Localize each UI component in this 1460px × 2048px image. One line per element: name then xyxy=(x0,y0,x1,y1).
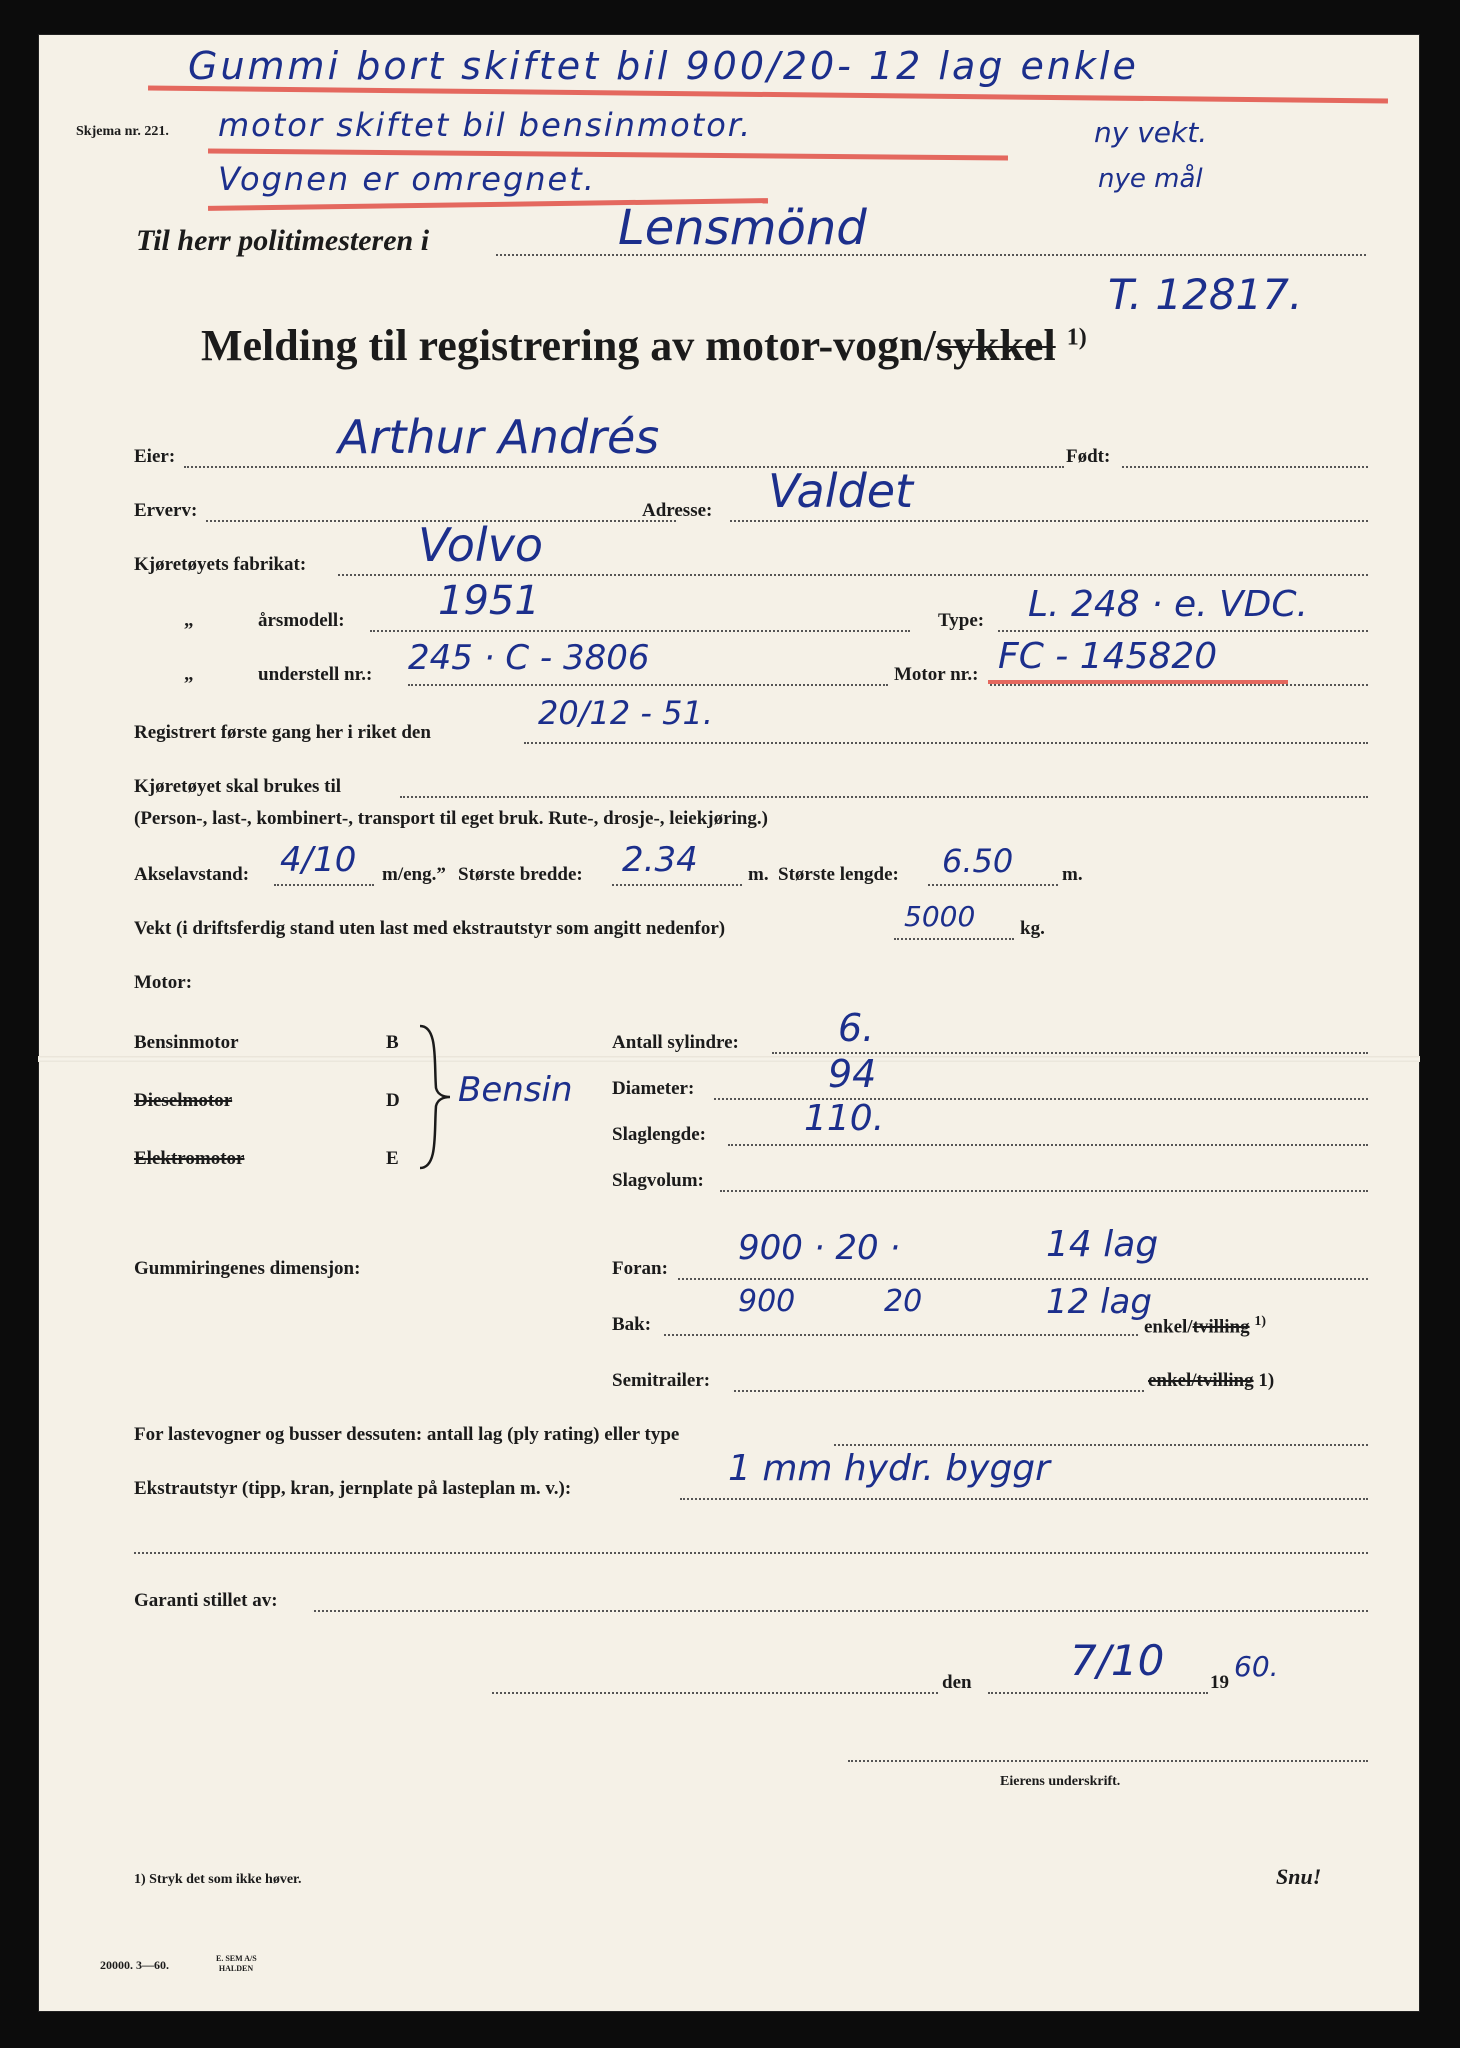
arsmodell-value[interactable]: 1951 xyxy=(438,578,540,624)
annotation-line-2: motor skiftet bil bensinmotor. xyxy=(218,106,753,144)
garanti-line xyxy=(314,1610,1368,1612)
lastevogner-line xyxy=(834,1444,1368,1446)
garanti-label: Garanti stillet av: xyxy=(134,1590,278,1611)
gummi-label: Gummiringenes dimensjon: xyxy=(134,1258,361,1279)
motor-nr-value[interactable]: FC - 145820 xyxy=(998,636,1218,677)
slagvolum-line xyxy=(720,1190,1368,1192)
annotation-line-1: Gummi bort skiftet bil 900/20- 12 lag enkle xyxy=(188,44,1139,88)
signature-label: Eierens underskrift. xyxy=(1000,1774,1121,1789)
motor-nr-label: Motor nr.: xyxy=(894,664,979,685)
enkel-label: enkel/ xyxy=(1144,1316,1193,1338)
foran-value-2[interactable]: 14 lag xyxy=(1046,1224,1159,1265)
fabrikat-line xyxy=(338,574,1368,576)
foran-line xyxy=(678,1278,1368,1280)
understell-label: understell nr.: xyxy=(258,664,373,685)
sylindre-value[interactable]: 6. xyxy=(838,1006,875,1050)
bak-value-3[interactable]: 12 lag xyxy=(1046,1282,1152,1322)
bak-value-1[interactable]: 900 xyxy=(738,1284,796,1319)
fabrikat-value[interactable]: Volvo xyxy=(418,518,544,572)
title-text: Melding til registrering av motor-vogn/ xyxy=(201,321,936,370)
diameter-label: Diameter: xyxy=(612,1078,695,1099)
registrert-line xyxy=(524,742,1368,744)
understell-value[interactable]: 245 · C - 3806 xyxy=(408,638,650,678)
lastevogner-label: For lastevogner og busser dessuten: antall lag (ply rating) eller type xyxy=(134,1424,680,1445)
paper-fold xyxy=(38,1056,1420,1062)
dieselmotor-label: Dieselmotor xyxy=(134,1090,233,1111)
snu-label: Snu! xyxy=(1276,1864,1322,1889)
bak-label: Bak: xyxy=(612,1314,652,1335)
red-underline xyxy=(148,86,1388,104)
title-note: 1) xyxy=(1066,324,1087,351)
storste-lengde-value[interactable]: 6.50 xyxy=(942,842,1014,880)
ekstrautstyr-line-2 xyxy=(134,1552,1368,1554)
ekstrautstyr-value[interactable]: 1 mm hydr. byggr xyxy=(728,1448,1050,1489)
semitrailer-label: Semitrailer: xyxy=(612,1370,711,1391)
registrert-label: Registrert første gang her i riket den xyxy=(134,722,431,743)
place-line xyxy=(492,1692,938,1694)
lengde-line xyxy=(928,884,1058,886)
kg-label: kg. xyxy=(1020,918,1045,939)
storste-lengde-label: Største lengde: xyxy=(778,864,899,885)
printer-line-1: E. SEM A/S xyxy=(216,1954,257,1963)
annotation-line-3: Vognen er omregnet. xyxy=(218,160,596,198)
m-label: m. xyxy=(748,864,769,885)
slaglengde-label: Slaglengde: xyxy=(612,1124,706,1145)
tvilling-label: tvilling xyxy=(1192,1316,1250,1338)
erverv-label: Erverv: xyxy=(134,500,198,521)
bensinmotor-label: Bensinmotor xyxy=(134,1032,239,1053)
form-number: Skjema nr. 221. xyxy=(76,124,169,139)
den-label: den xyxy=(942,1672,972,1693)
motor-brace xyxy=(416,1022,456,1172)
meng-label: m/eng.” xyxy=(382,864,446,885)
type-label: Type: xyxy=(938,610,985,631)
registrert-value[interactable]: 20/12 - 51. xyxy=(538,694,713,732)
bensinmotor-code: B xyxy=(386,1032,399,1053)
diameter-value[interactable]: 94 xyxy=(828,1052,877,1096)
brukes-label: Kjøretøyet skal brukes til xyxy=(134,776,342,797)
eier-label: Eier: xyxy=(134,446,176,467)
title-struck: sykkel xyxy=(935,321,1056,370)
dieselmotor-code: D xyxy=(386,1090,400,1111)
registration-form xyxy=(38,34,1420,2012)
reference-number: T. 12817. xyxy=(1108,270,1303,319)
akselavstand-line xyxy=(274,884,374,886)
semitrailer-note: 1) xyxy=(1258,1370,1275,1391)
brukes-options: (Person-, last-, kombinert-, transport til eget bruk. Rute-, drosje-, leiekjøring.) xyxy=(134,808,768,829)
elektromotor-code: E xyxy=(386,1148,399,1169)
fodt-label: Født: xyxy=(1066,446,1111,467)
adresse-value[interactable]: Valdet xyxy=(768,464,914,518)
printer-line-2: HALDEN xyxy=(218,1964,254,1973)
bak-note: 1) xyxy=(1254,1314,1266,1329)
akselavstand-label: Akselavstand: xyxy=(134,864,250,885)
semitrailer-line xyxy=(734,1390,1144,1392)
bak-line xyxy=(664,1334,1138,1336)
elektromotor-label: Elektromotor xyxy=(134,1148,245,1169)
date-value[interactable]: 7/10 xyxy=(1070,1636,1165,1685)
annotation-side-2: nye mål xyxy=(1098,164,1203,194)
foran-value-1[interactable]: 900 · 20 · xyxy=(738,1228,901,1268)
year-prefix: 19 xyxy=(1210,1672,1229,1693)
vekt-line xyxy=(894,938,1014,940)
brukes-line xyxy=(400,796,1368,798)
adresse-line xyxy=(730,520,1368,522)
vekt-label: Vekt (i driftsferdig stand uten last med ekstrautstyr som angitt nedenfor) xyxy=(134,918,726,939)
footnote: 1) Stryk det som ikke høver. xyxy=(134,1872,302,1887)
motor-nr-line xyxy=(990,684,1368,686)
annotation-side-1: ny vekt. xyxy=(1094,116,1208,149)
adresse-label: Adresse: xyxy=(642,500,713,521)
date-line xyxy=(988,1692,1208,1694)
form-title xyxy=(201,320,1087,371)
vekt-value[interactable]: 5000 xyxy=(904,900,976,933)
slagvolum-label: Slagvolum: xyxy=(612,1170,704,1191)
quote-mark: „ xyxy=(184,610,194,631)
ekstrautstyr-line xyxy=(680,1498,1368,1500)
sylindre-label: Antall sylindre: xyxy=(612,1032,739,1053)
ekstrautstyr-label: Ekstrautstyr (tipp, kran, jernplate på lasteplan m. v.): xyxy=(134,1478,572,1499)
bak-enkel-tvilling xyxy=(1144,1314,1266,1338)
print-code: 20000. 3—60. xyxy=(100,1958,169,1972)
motor-type-value[interactable]: Bensin xyxy=(458,1070,573,1110)
motor-nr-red-underline xyxy=(988,680,1288,684)
eier-line xyxy=(184,466,1064,468)
salutation: Til herr politimesteren i xyxy=(136,224,430,257)
understell-line xyxy=(408,684,888,686)
arsmodell-label: årsmodell: xyxy=(258,610,345,631)
bredde-line xyxy=(612,884,742,886)
fabrikat-label: Kjøretøyets fabrikat: xyxy=(134,554,307,575)
akselavstand-value[interactable]: 4/10 xyxy=(280,840,357,880)
arsmodell-line xyxy=(370,630,910,632)
red-underline xyxy=(208,149,1008,161)
motor-label: Motor: xyxy=(134,972,193,993)
bak-value-2[interactable]: 20 xyxy=(884,1284,923,1319)
signature-line xyxy=(848,1760,1368,1762)
foran-label: Foran: xyxy=(612,1258,668,1279)
type-value[interactable]: L. 248 · e. VDC. xyxy=(1028,584,1308,625)
semitrailer-enkel-label: enkel/tvilling xyxy=(1148,1370,1254,1391)
eier-value[interactable]: Arthur Andrés xyxy=(338,410,660,464)
type-line xyxy=(998,630,1368,632)
slaglengde-line xyxy=(728,1144,1368,1146)
storste-bredde-label: Største bredde: xyxy=(458,864,583,885)
storste-bredde-value[interactable]: 2.34 xyxy=(622,840,698,880)
slaglengde-value[interactable]: 110. xyxy=(804,1098,885,1139)
semitrailer-enkel-tvilling xyxy=(1148,1370,1274,1392)
m-label: m. xyxy=(1062,864,1083,885)
year-value[interactable]: 60. xyxy=(1234,1650,1279,1683)
city-value: Lensmönd xyxy=(618,200,867,256)
fodt-line xyxy=(1122,466,1368,468)
quote-mark: „ xyxy=(184,664,194,685)
